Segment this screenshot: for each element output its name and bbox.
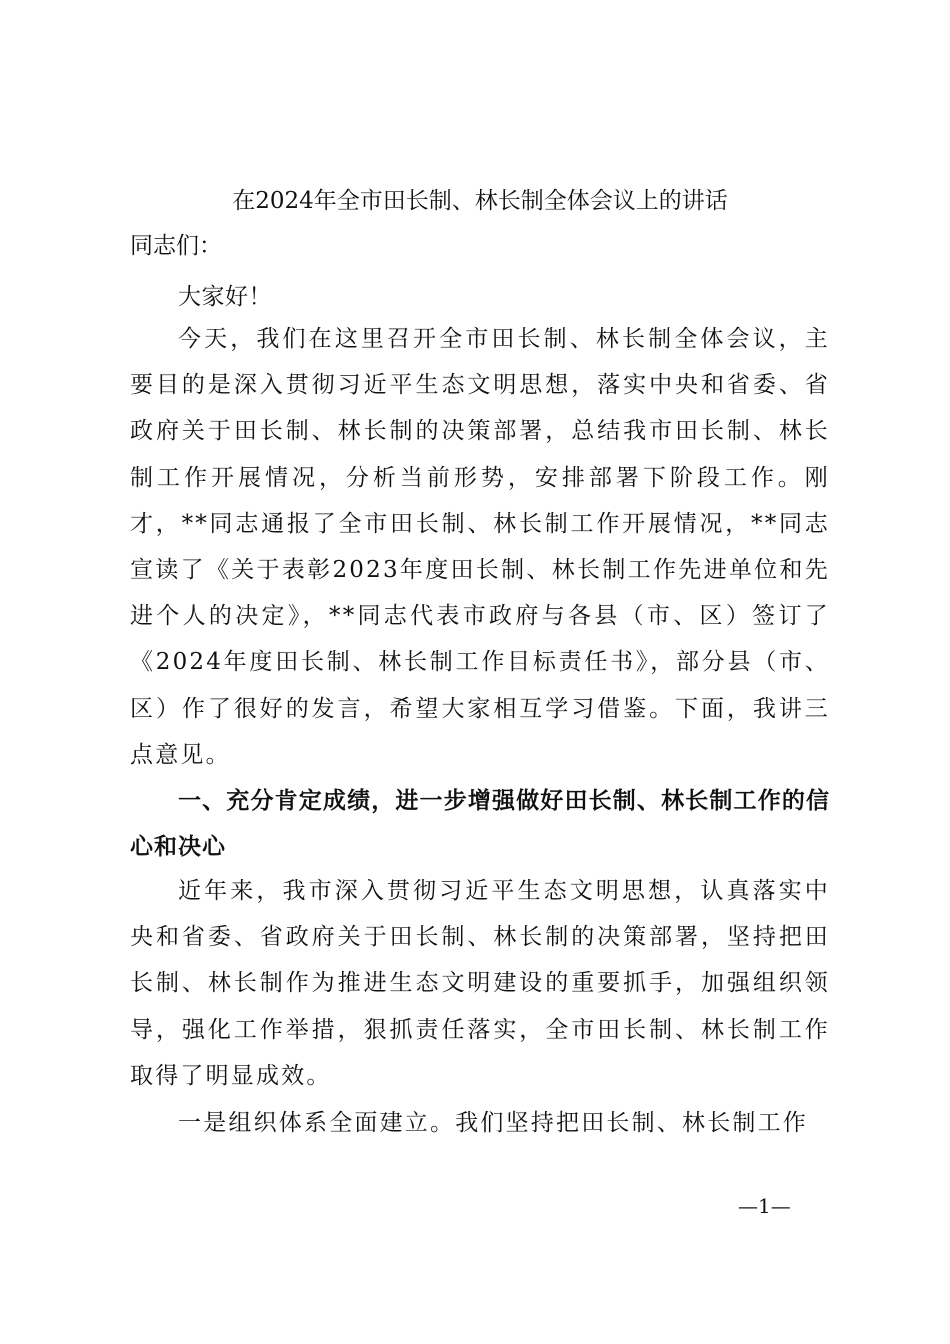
section-heading-1: 一、充分肯定成绩，进一步增强做好田长制、林长制工作的信心和决心 bbox=[130, 788, 830, 861]
page-number: —1— bbox=[738, 1194, 791, 1218]
section-1-paragraph: 近年来，我市深入贯彻习近平生态文明思想，认真落实中央和省委、省政府关于田长制、林长制的决策部署，坚持把田长制、林长制作为推进生态文明建设的重要抓手，加强组织领导，强化工作举措，狠抓责任落实，全市田长制、林长制工作取得了明显成效。 bbox=[130, 878, 830, 1089]
salutation: 同志们： bbox=[130, 233, 222, 259]
document-title: 在2024年全市田长制、林长制全体会议上的讲话 bbox=[232, 188, 728, 214]
greeting: 大家好！ bbox=[178, 284, 272, 310]
intro-paragraph: 今天，我们在这里召开全市田长制、林长制全体会议，主要目的是深入贯彻习近平生态文明思想，落实中央和省委、省政府关于田长制、林长制的决策部署，总结我市田长制、林长制工作开展情况，分析当前形势，安排部署下阶段工作。刚才，**同志通报了全市田长制、林长制工作开展情况，**同志宣读了《关于表彰2023年度田长制、林长制工作先进单位和先进个人的决定》，**同志代表市政府与各县（市、区）签订了《2024年度田长制、林长制工作目标责任书》，部分县（市、区）作了很好的发言，希望大家相互学习借鉴。下面，我讲三点意见。 bbox=[130, 326, 830, 768]
point-1-paragraph: 一是组织体系全面建立。我们坚持把田长制、林长制工作 bbox=[178, 1110, 808, 1136]
